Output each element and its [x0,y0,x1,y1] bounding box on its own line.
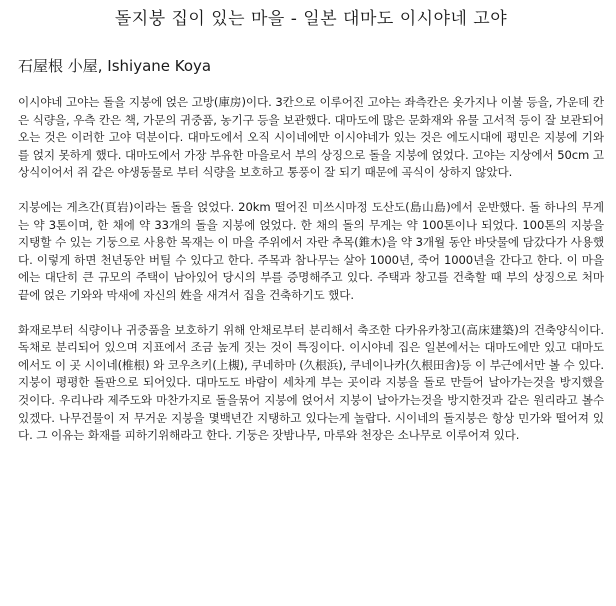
page-subtitle: 石屋根 小屋, Ishiyane Koya [18,57,212,75]
paragraph-2: 지붕에는 게츠간(頁岩)이라는 돌을 얹었다. 20km 떨어진 미쓰시마정 도산도(島山島)에서 운반했다. 돌 하나의 무게는 약 3톤이며, 한 채에 약 33개의 돌을 지붕에 얹었다. 한 채의 돌의 무게는 약 100톤이나 되었다. 100톤의 지붕을 지탱할 수 있는 기둥으로 사용한 목재는 이 마을 주위에서 자란 추목(錐木)을 약 3개월 동안 바닷물에 담갔다가 사용했다. 이렇게 하면 천년동안 버틸 수 있다고 한다. 주목과 참나무는 살아 1000년, 죽어 1000년을 간다고 한다. 이 마을에는 대단히 큰 규모의 주택이 남아있어 당시의 부를 증명해주고 있다. 주택과 창고를 건축할 때 부의 상징으로 처마 끝에 얹은 기와와 막새에 자신의 姓을 새겨서 집을 건축하기도 했다. [18,199,604,302]
paragraph-1: 이시야네 고야는 돌을 지붕에 얹은 고방(庫房)이다. 3칸으로 이루어진 고야는 좌측칸은 옷가지나 이불 등을, 가운데 칸은 식량을, 우측 칸은 책, 가문의 귀중품, 농기구 등을 보관했다. 대마도에 많은 문화재와 유물 고서적 등이 잘 보관되어 오는 것은 이러한 고야 덕분이다. 대마도에서 오직 시이네에만 이시야네가 있는 것은 에도시대에 평민은 지붕에 기와를 얹지 못하게 했다. 대마도에서 가장 부유한 마을로서 부의 상징으로 돌을 지붕에 얹었다. 고야는 지상에서 50cm 고상식이어서 쥐 같은 야생동물로 부터 식량을 보호하고 통풍이 잘 되기 때문에 곡식이 상하지 않았다. [18,95,604,180]
paragraph-3: 화재로부터 식량이나 귀중품을 보호하기 위해 안채로부터 분리해서 축조한 다카유카창고(高床建築)의 건축양식이다. 독채로 분리되어 있으며 지표에서 조금 높게 짓는 것이 특징이다. 이시야네 집은 일본에서는 대마도에만 있고 대마도에서도 이 곳 시이네(椎根) 와 코우츠키(上槻), 쿠네하마 (久根浜), 쿠네이나카(久根田舎)등 이 부근에서만 볼 수 있다. 지붕이 평평한 돌판으로 되어있다. 대마도도 바람이 세차게 부는 곳이라 지붕을 돌로 만들어 날아가는것을 방지했을 것이다. 우리나라 제주도와 마찬가지로 돌을묶어 지붕에 얹어서 지붕이 날아가는것을 방지한것과 같은 원리라고 볼수 있겠다. 나무건물이 저 무거운 지붕을 몇백년간 지탱하고 있다는게 놀랍다. 시이네의 돌지붕은 항상 민가와 떨어져 있다. 그 이유는 화재를 피하기위해라고 한다. 기둥은 잣밤나무, 마루와 천장은 소나무로 이루어져 있다. [18,322,604,443]
page-title: 돌지붕 집이 있는 마을 - 일본 대마도 이시야네 고야 [114,9,508,29]
